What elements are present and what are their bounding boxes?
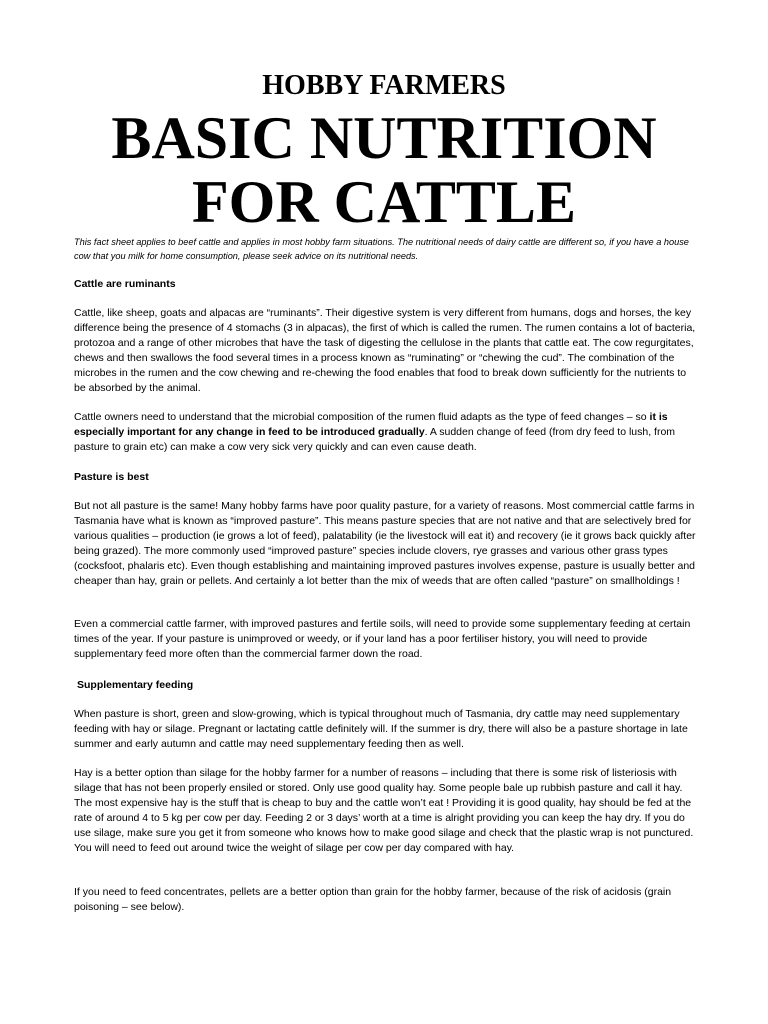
- paragraph-supplementary-2: Hay is a better option than silage for the hobby farmer for a number of reasons – including that there is some risk of listeriosis with silage that has not been properly ensiled or stored. Only use good quality hay. Some people bale up rubbish pasture and call it hay. The most expensive hay is the stuff that is cheap to buy and the cattle won’t eat ! Providing it is good quality, hay should be fed at the rate of around 4 to 5 kg per cow per day. Feeding 2 or 3 days’ worth at a time is alright providing you can keep the hay dry. If you do use silage, make sure you get it from someone who knows how to make good silage and check that the plastic wrap is not punctured. You will need to feed out around twice the weight of silage per cow per day compared with hay.: [74, 767, 694, 854]
- title-line-1: BASIC NUTRITION: [111, 105, 657, 171]
- text-span: . A sudden change of feed (from dry feed to lush, from pasture to grain etc) can make a cow very sick very quickly and can even cause death.: [74, 426, 676, 453]
- paragraph-ruminants-2: [74, 410, 696, 455]
- paragraph-supplementary-1: When pasture is short, green and slow-growing, which is typical throughout much of Tasmania, dry cattle may need supplementary feeding with hay or silage. Pregnant or lactating cattle definitely will. If the summer is dry, there will also be a pasture shortage in late summer and early autumn and cattle may need supplementary feeding then as well.: [74, 708, 688, 750]
- paragraph-ruminants-1: Cattle, like sheep, goats and alpacas are “ruminants”. Their digestive system is very different from humans, dogs and horses, the key difference being the presence of 4 stomachs (3 in alpacas), the first of which is called the rumen. The rumen contains a lot of bacteria, protozoa and a range of other microbes that have the task of digesting the cellulose in the plants that cattle eat. The cow regurgitates, chews and then swallows the food several times in a process known as “ruminating” or “chewing the cud”. The combination of the microbes in the rumen and the cow chewing and re-chewing the food enables that food to break down sufficiently for the nutrients to be absorbed by the animal.: [74, 307, 696, 394]
- paragraph-pasture-1: But not all pasture is the same! Many hobby farms have poor quality pasture, for a variety of reasons. Most commercial cattle farms in Tasmania have what is known as “improved pasture”. This means pasture species that are not native and that are selectively bred for various qualities – production (ie grows a lot of feed), palatability (ie the livestock will eat it) and recovery (ie it grows back quickly after being grazed). The more commonly used “improved pasture” species include clovers, rye grasses and various other grass types (cocksfoot, phalaris etc). Even though establishing and maintaining improved pastures involves expense, pasture is usually better and cheaper than hay, grain or pellets. And certainly a lot better than the mix of weeds that are often called “pasture” on smallholdings !: [74, 500, 696, 587]
- document-title: [0, 106, 768, 234]
- text-span: Cattle owners need to understand that the microbial composition of the rumen fluid adapts as the type of feed changes – so: [74, 411, 650, 423]
- emphasis-text: it is especially important for any change in feed to be introduced gradually: [74, 411, 668, 438]
- section-heading-supplementary: Supplementary feeding: [77, 679, 194, 691]
- section-heading-ruminants: Cattle are ruminants: [74, 278, 176, 290]
- paragraph-pasture-2: Even a commercial cattle farmer, with improved pastures and fertile soils, will need to provide some supplementary feeding at certain times of the year. If your pasture is unimproved or weedy, or if your land has a poor fertiliser history, you will need to provide supplementary feed more often than the commercial farmer down the road.: [74, 618, 691, 660]
- intro-note: This fact sheet applies to beef cattle and applies in most hobby farm situations. The nutritional needs of dairy cattle are different so, if you have a house cow that you milk for home consumption, please seek advice on its nutritional needs.: [74, 237, 689, 261]
- section-heading-pasture: Pasture is best: [74, 471, 149, 483]
- document-kicker: HOBBY FARMERS: [262, 70, 506, 101]
- title-line-2: FOR CATTLE: [192, 169, 576, 235]
- paragraph-supplementary-3: If you need to feed concentrates, pellets are a better option than grain for the hobby farmer, because of the risk of acidosis (grain poisoning – see below).: [74, 886, 672, 913]
